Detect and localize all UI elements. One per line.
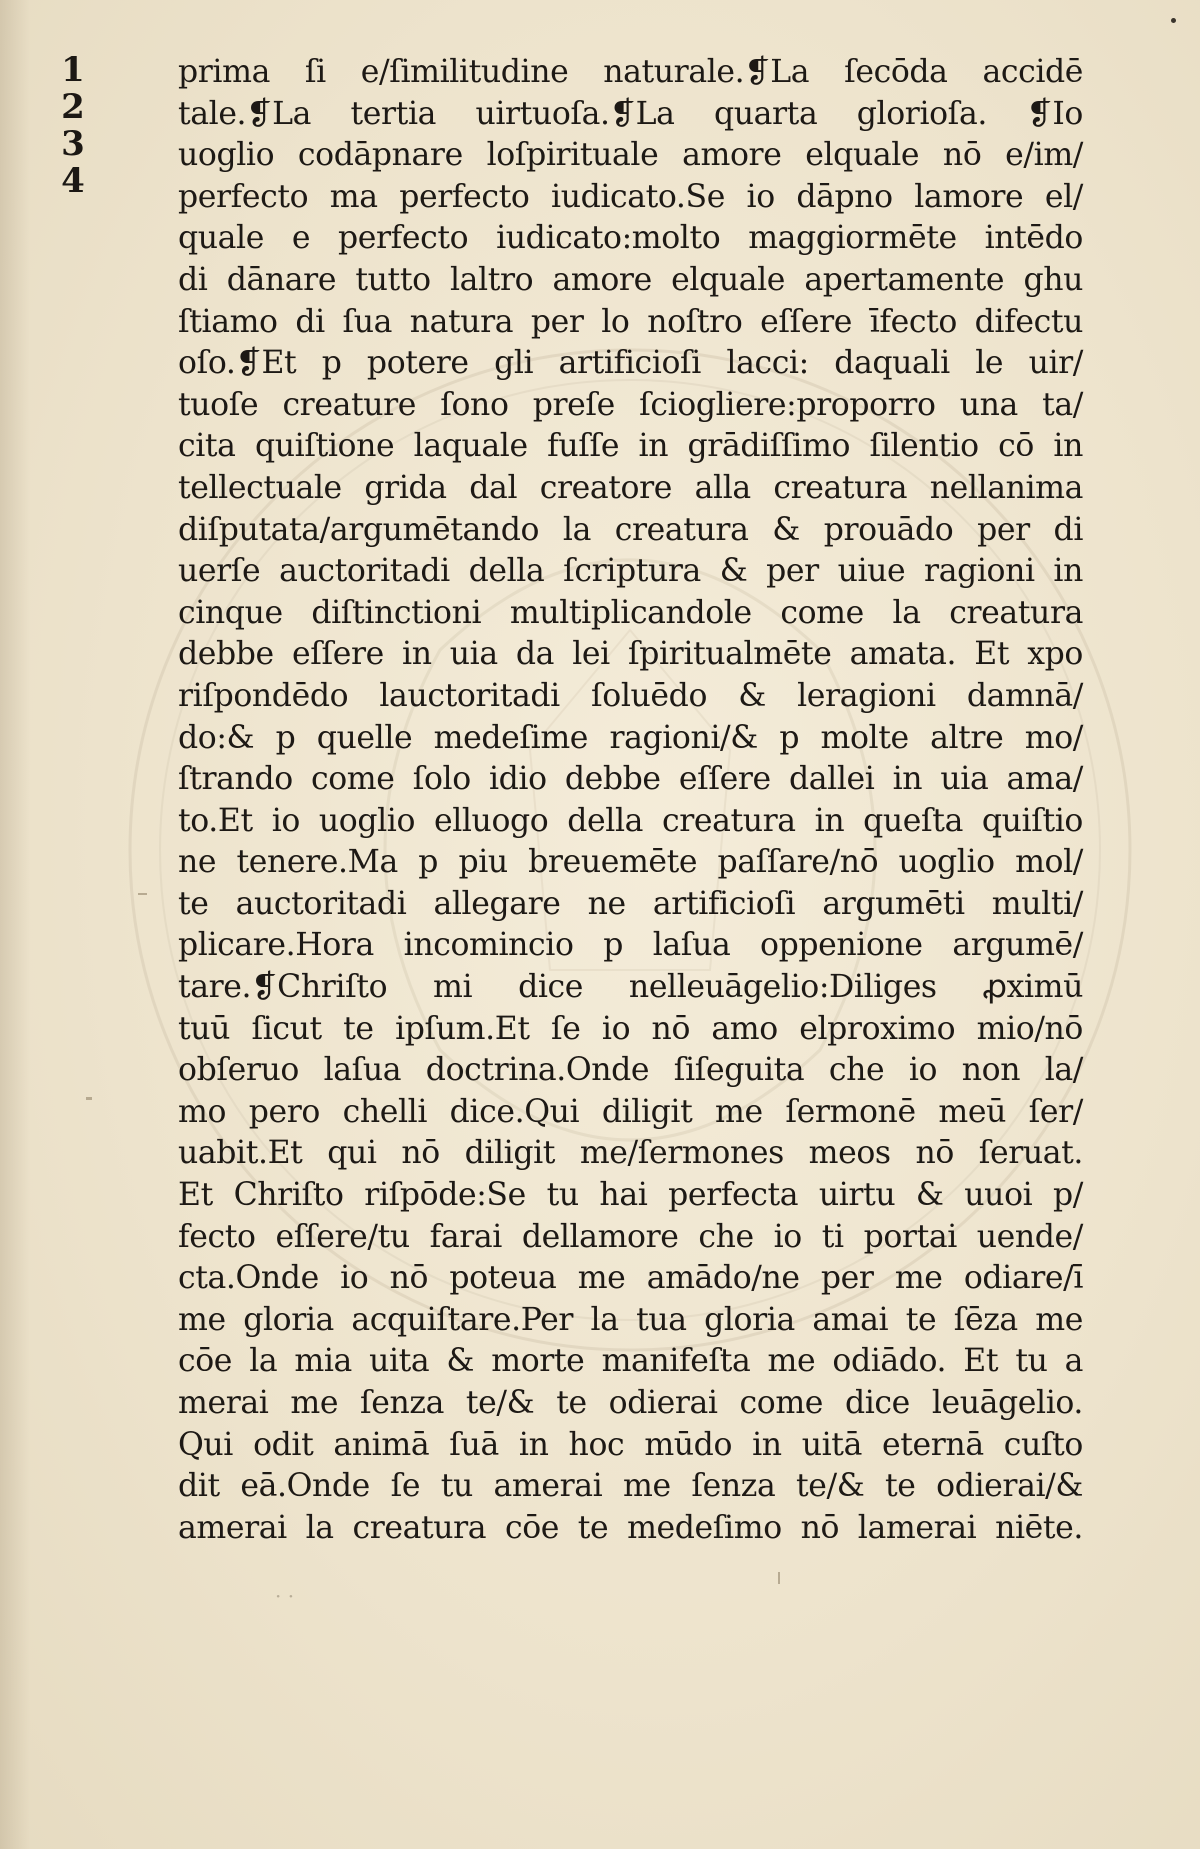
text-line: di dānare tutto laltro amore elquale apertamente ghu — [178, 261, 1083, 298]
text-line: cōe la mia uita & morte manifeſta me odiādo. Et tu a — [178, 1343, 1083, 1380]
text-line: do:& p quelle medeſime ragioni/& p molte altre mo/ — [178, 719, 1083, 756]
text-line: ne tenere.Ma p piu breuemēte paſſare/nō uoglio mol/ — [178, 844, 1083, 881]
line-number-margin — [48, 52, 98, 200]
binding-shadow — [0, 0, 30, 1849]
margin-number: 1 — [61, 50, 85, 90]
paper-fleck — [86, 1097, 92, 1100]
text-line: cinque diſtinctioni multiplicandole come la creatura — [178, 594, 1083, 631]
text-line: Qui odit animā ſuā in hoc mūdo in uitā eternā cuſto — [178, 1426, 1083, 1463]
text-line: amerai la creatura cōe te medeſimo nō lamerai niēte. — [178, 1509, 1083, 1546]
text-column — [178, 52, 1083, 1549]
text-line: uoglio codāpnare loſpirituale amore elquale nō e/im/ — [178, 137, 1083, 174]
ink-speck — [1171, 18, 1176, 23]
text-line: fecto eſſere/tu farai dellamore che io ti portai uende/ — [178, 1218, 1083, 1255]
text-line: diſputata/argumētando la creatura & prouādo per di — [178, 511, 1083, 548]
text-line: mo pero chelli dice.Qui diligit me ſermonē meū ſer/ — [178, 1093, 1083, 1130]
text-line: Et Chriſto riſpōde:Se tu hai perfecta uirtu & uuoi p/ — [178, 1177, 1083, 1214]
faint-pencil-mark: · · — [275, 1584, 295, 1608]
text-line: to.Et io uoglio elluogo della creatura in queſta quiſtio — [178, 802, 1083, 839]
text-line: merai me ſenza te/& te odierai come dice leuāgelio. — [178, 1385, 1083, 1421]
text-line: prima ſi e/ſimilitudine naturale.❡La ſecōda accidē — [178, 54, 1083, 90]
text-line: quale e perfecto iudicato:molto maggiormēte intēdo — [178, 220, 1083, 257]
text-line: uabit.Et qui nō diligit me/ſermones meos nō ſeruat. — [178, 1135, 1083, 1172]
text-line: tare.❡Chriſto mi dice nelleuāgelio:Diliges ꝓximū — [178, 969, 1083, 1006]
text-line: tuoſe creature ſono preſe ſciogliere:proporro una ta/ — [178, 386, 1083, 423]
text-line: me gloria acquiſtare.Per la tua gloria amai te ſēza me — [178, 1301, 1083, 1338]
text-line: te auctoritadi allegare ne artificioſi argumēti multi/ — [178, 885, 1083, 922]
text-line: ſtrando come ſolo idio debbe eſſere dallei in uia ama/ — [178, 761, 1083, 798]
text-line: uerſe auctoritadi della ſcriptura & per uiue ragioni in — [178, 553, 1083, 590]
margin-number: 2 — [61, 87, 85, 127]
text-line: cta.Onde io nō poteua me amādo/ne per me odiare/ī — [178, 1260, 1083, 1297]
margin-number: 3 — [61, 124, 85, 164]
text-line: cita quiſtione laquale fuſſe in grādiſſimo ſilentio cō in — [178, 428, 1083, 465]
paper-fleck — [778, 1572, 780, 1584]
text-line: obſeruo laſua doctrina.Onde ſiſeguita che io non la/ — [178, 1052, 1083, 1089]
text-line: debbe eſſere in uia da lei ſpiritualmēte amata. Et xpo — [178, 636, 1083, 673]
text-line: tuū ſicut te ipſum.Et ſe io nō amo elproximo mio/nō — [178, 1010, 1083, 1047]
text-line: riſpondēdo lauctoritadi ſoluēdo & leragioni damnā/ — [178, 677, 1083, 714]
text-line: tale.❡La tertia uirtuoſa.❡La quarta glorioſa. ❡Io — [178, 95, 1083, 132]
text-line: perfecto ma perfecto iudicato.Se io dāpno lamore el/ — [178, 178, 1083, 215]
text-line: plicare.Hora incomincio p laſua oppenione argumē/ — [178, 927, 1083, 964]
text-line: dit eā.Onde ſe tu amerai me ſenza te/& te odierai/& — [178, 1468, 1083, 1505]
margin-number: 4 — [61, 161, 85, 201]
text-line: ſtiamo di ſua natura per lo noſtro eſſere īfecto difectu — [178, 303, 1083, 340]
paper-fleck — [138, 893, 147, 895]
text-line: oſo.❡Et p potere gli artificioſi lacci: daquali le uir/ — [178, 345, 1083, 382]
text-line: tellectuale grida dal creatore alla creatura nellanima — [178, 469, 1083, 506]
